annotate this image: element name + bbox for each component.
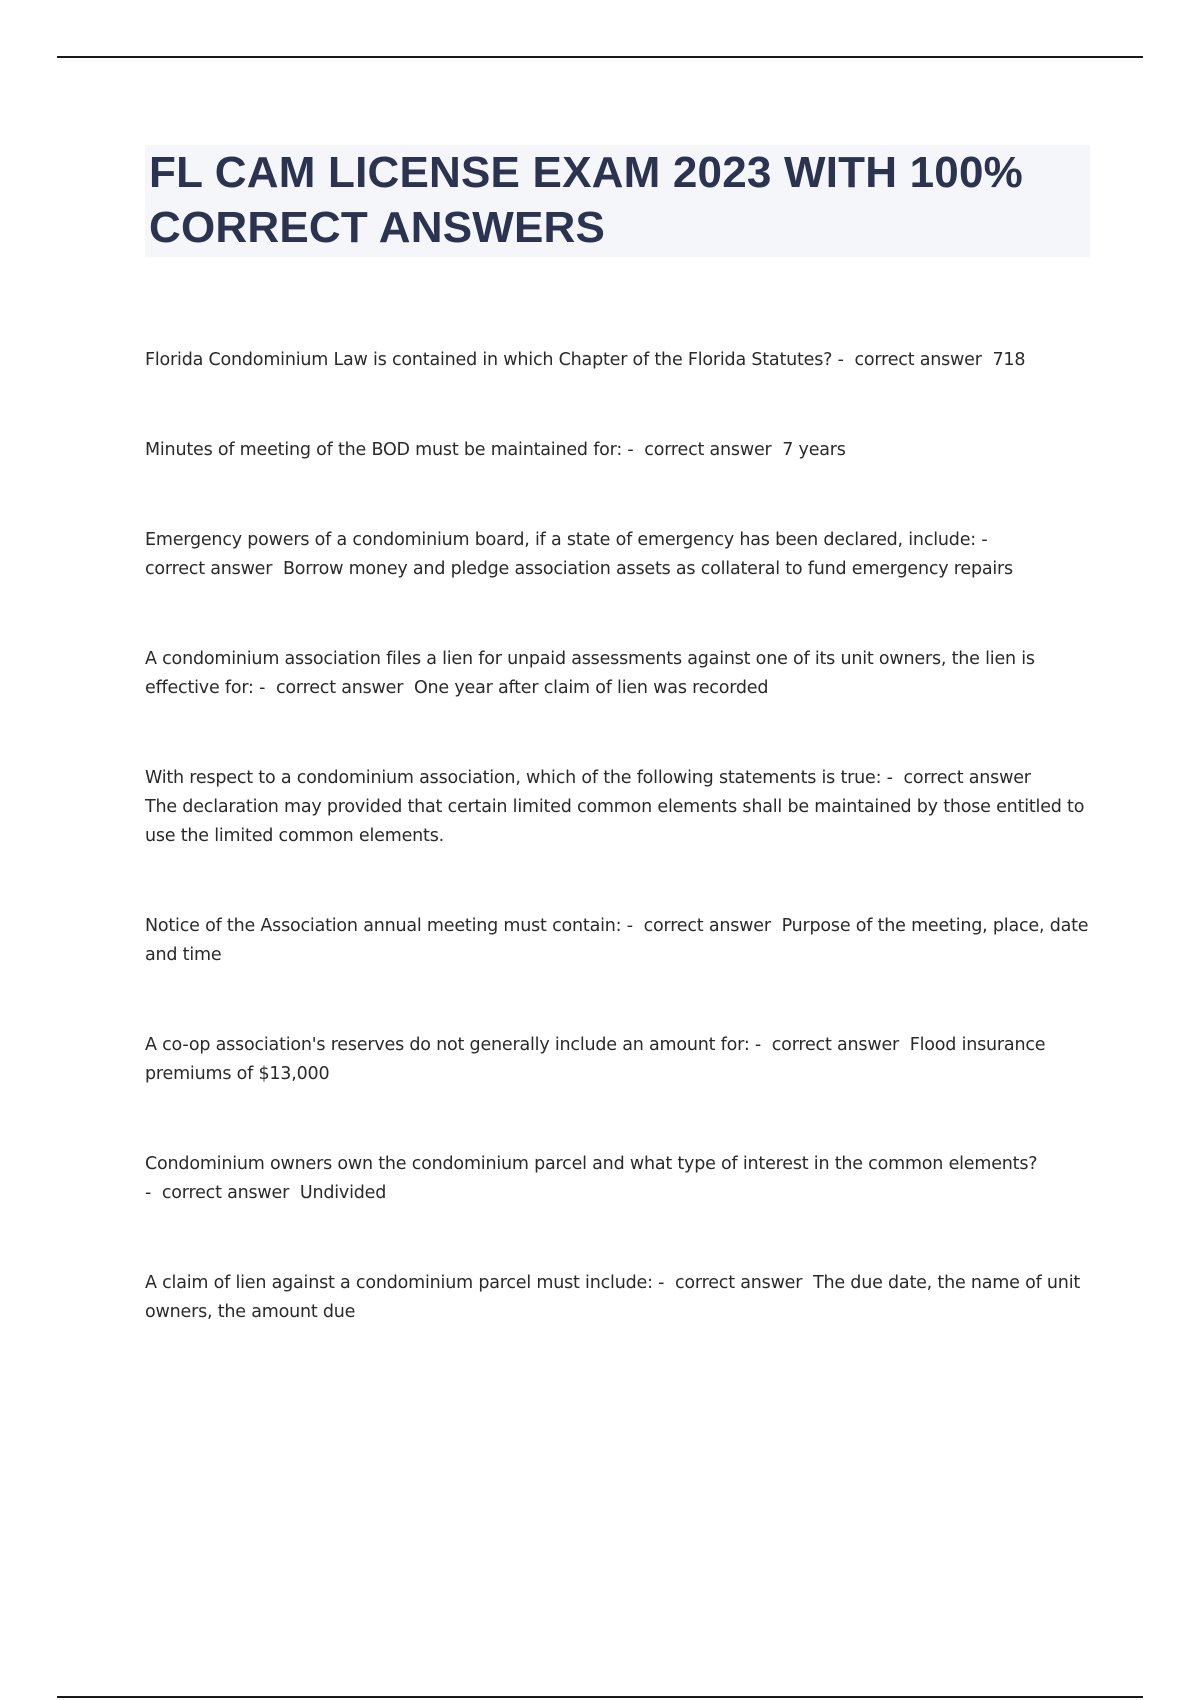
- qa-item: [145, 1031, 1095, 1089]
- answer-label: correct answer: [854, 350, 982, 370]
- qa-item: [145, 764, 1095, 851]
- question-text: Condominium owners own the condominium parcel and what type of interest in the common elements?: [145, 1154, 1038, 1174]
- answer-label: correct answer: [275, 678, 404, 698]
- qa-separator: -: [259, 678, 266, 698]
- answer-text: Flood insurance premiums of $13,000: [145, 1035, 1046, 1084]
- answer-text: 718: [992, 350, 1026, 370]
- qa-list: [145, 346, 1095, 1327]
- question-text: Minutes of meeting of the BOD must be maintained for:: [145, 440, 623, 460]
- answer-text: The due date, the name of unit owners, the amount due: [145, 1273, 1081, 1322]
- qa-separator: -: [145, 1183, 152, 1203]
- answer-label: correct answer: [675, 1273, 803, 1293]
- question-text: Notice of the Association annual meeting must contain:: [145, 916, 622, 936]
- answer-label: correct answer: [771, 1035, 900, 1055]
- qa-item: [145, 645, 1095, 703]
- question-text: Emergency powers of a condominium board, if a state of emergency has been declared, include:: [145, 530, 976, 550]
- answer-label: correct answer: [644, 440, 772, 460]
- qa-separator: -: [658, 1273, 665, 1293]
- answer-text: 7 years: [782, 440, 846, 460]
- qa-separator: -: [837, 350, 844, 370]
- question-text: With respect to a condominium association, which of the following statements is true:: [145, 768, 882, 788]
- qa-separator: -: [627, 440, 634, 460]
- qa-item: [145, 912, 1095, 970]
- qa-separator: -: [981, 530, 988, 550]
- question-text: A condominium association files a lien for unpaid assessments against one of its unit owners, the lien is effective for:: [145, 649, 1035, 698]
- answer-text: One year after claim of lien was recorded: [413, 678, 769, 698]
- qa-item: [145, 1269, 1095, 1327]
- answer-label: correct answer: [161, 1183, 290, 1203]
- answer-label: correct answer: [145, 559, 273, 579]
- header-rule: [57, 56, 1143, 58]
- qa-item: [145, 526, 1095, 584]
- qa-item: [145, 436, 1095, 465]
- question-text: A co-op association's reserves do not generally include an amount for:: [145, 1035, 750, 1055]
- qa-separator: -: [626, 916, 633, 936]
- answer-label: correct answer: [903, 768, 1031, 788]
- answer-text: Purpose of the meeting, place, date and time: [145, 916, 1089, 965]
- answer-text: Borrow money and pledge association assets as collateral to fund emergency repairs: [282, 559, 1013, 579]
- qa-separator: -: [754, 1035, 762, 1055]
- question-text: Florida Condominium Law is contained in which Chapter of the Florida Statutes?: [145, 350, 833, 370]
- footer-rule: [57, 1696, 1143, 1698]
- answer-text: The declaration may provided that certain limited common elements shall be maintained by those entitled to use the limited common elements.: [145, 797, 1085, 846]
- qa-separator: -: [886, 768, 893, 788]
- document-title: FL CAM LICENSE EXAM 2023 WITH 100% CORRECT ANSWERS: [149, 148, 1023, 252]
- answer-text: Undivided: [299, 1183, 387, 1203]
- qa-item: [145, 346, 1095, 375]
- title-block: [145, 145, 1090, 257]
- qa-item: [145, 1150, 1095, 1208]
- question-text: A claim of lien against a condominium parcel must include:: [145, 1273, 653, 1293]
- answer-label: correct answer: [643, 916, 771, 936]
